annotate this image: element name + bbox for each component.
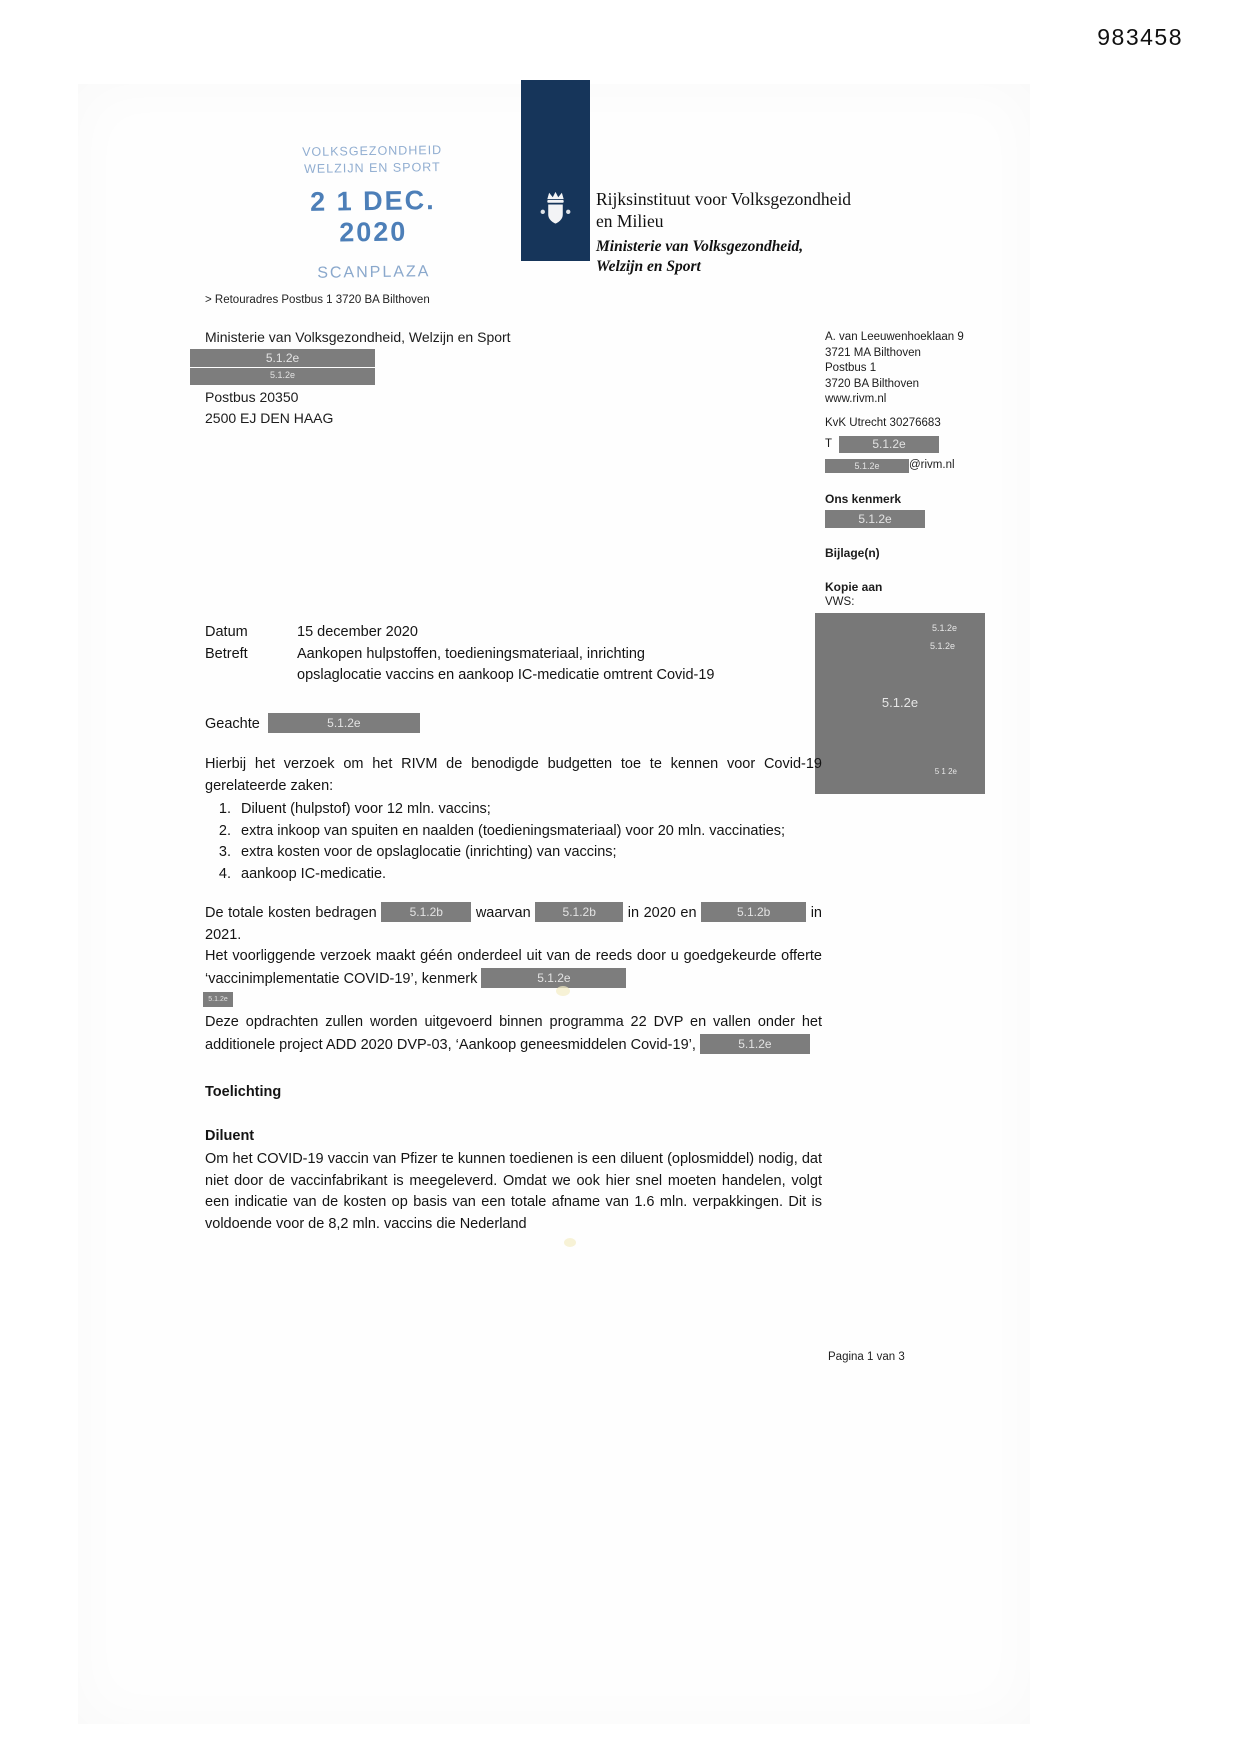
betreft-value: Aankopen hulpstoffen, toedieningsmateriaal, inrichting opslaglocatie vaccins en aankoop IC-medicatie omtrent Covid-19 xyxy=(297,645,715,683)
phone-label: T xyxy=(825,437,833,450)
redaction-bar: 5.1.2e xyxy=(839,436,939,453)
recipient-line: Ministerie van Volksgezondheid, Welzijn en Sport xyxy=(205,329,511,345)
stamp-line: VOLKSGEZONDHEID xyxy=(302,143,443,159)
kvk-number: KvK Utrecht 30276683 xyxy=(825,416,941,429)
rijksoverheid-logo xyxy=(521,80,590,261)
redaction-label: 5.1.2e xyxy=(931,622,957,633)
email-suffix: @rivm.nl xyxy=(909,459,955,471)
stamp-line: WELZIJN EN SPORT xyxy=(303,160,441,176)
salutation-text: Geachte xyxy=(205,715,260,732)
scan-artifact xyxy=(556,986,570,996)
redaction-bar: 5.1.2e xyxy=(190,349,375,367)
redaction-label: 5.1.2e xyxy=(929,640,955,651)
costs-text: De totale kosten bedragen xyxy=(205,905,382,921)
stamp-date: 2 1 DEC. 2020 xyxy=(309,185,436,248)
toelichting-heading: Toelichting xyxy=(205,1084,282,1100)
ministry-line: Welzijn en Sport xyxy=(596,258,701,275)
redaction-bar: 5.1.2e xyxy=(481,968,626,988)
costs-paragraph xyxy=(205,902,822,946)
org-name-line: en Milieu xyxy=(596,211,664,231)
offerte-paragraph xyxy=(205,946,822,990)
costs-text: waarvan xyxy=(471,905,536,921)
redaction-bar: 5.1.2e xyxy=(825,459,909,473)
sender-address-line: 3720 BA Bilthoven xyxy=(825,377,919,390)
letter-body xyxy=(205,622,822,1235)
redaction-bar: 5.1.2e xyxy=(268,713,420,733)
datum-row xyxy=(205,622,822,644)
redaction-bar: 5.1.2e xyxy=(190,368,375,385)
redaction-bar: 5.1.2b xyxy=(381,902,471,922)
datum-value: 15 december 2020 xyxy=(297,624,418,640)
intro-paragraph: Hierbij het verzoek om het RIVM de benodigde budgetten toe te kennen voor Covid-19 gerelateerde zaken: xyxy=(205,756,822,794)
redaction-bar: 5.1.2e xyxy=(825,510,925,528)
diluent-paragraph: Om het COVID-19 vaccin van Pfizer te kunnen toedienen is een diluent (oplosmiddel) nodig, dat niet door de vaccinfabrikant is meegeleverd. Omdat we ook hier snel moeten handelen, volgt een indicatie van de kosten op basis van een totale afname van 1.6 mln. verpakkingen. Dit is voldoende voor de 8,2 mln. vaccins die Nederland xyxy=(205,1151,822,1232)
bijlage-label: Bijlage(n) xyxy=(825,546,880,560)
betreft-label: Betreft xyxy=(205,645,248,662)
organization-title xyxy=(596,188,851,277)
return-address: > Retouradres Postbus 1 3720 BA Bilthoven xyxy=(205,294,430,306)
redaction-bar-small: 5.1.2e xyxy=(203,992,233,1007)
opdrachten-paragraph xyxy=(205,1012,822,1056)
stamp-scanplaza: SCANPLAZA xyxy=(317,263,431,282)
request-list xyxy=(217,799,822,885)
list-item: 3. extra kosten voor de opslaglocatie (inrichting) van vaccins; xyxy=(235,842,822,864)
opdrachten-text: Deze opdrachten zullen worden uitgevoerd binnen programma 22 DVP en vallen onder het additionele project ADD 2020 DVP-03, ‘Aankoop geneesmiddelen Covid-19’, xyxy=(205,1014,822,1053)
intake-stamp xyxy=(292,142,454,283)
redaction-bar: 5.1.2e xyxy=(700,1034,810,1054)
page-number: Pagina 1 van 3 xyxy=(828,1351,905,1363)
list-item: 1. Diluent (hulpstof) voor 12 mln. vaccins; xyxy=(235,799,822,821)
datum-label: Datum xyxy=(205,624,248,640)
redaction-label: 5.1.2e xyxy=(881,694,919,710)
email-row xyxy=(825,458,997,474)
recipient-address-block xyxy=(205,328,511,430)
salutation xyxy=(205,713,822,736)
kopie-aan-label: Kopie aan xyxy=(825,579,883,594)
org-name-line: Rijksinstituut voor Volksgezondheid xyxy=(596,189,852,209)
list-item: 4. aankoop IC-medicatie. xyxy=(235,864,822,886)
recipient-line: Postbus 20350 xyxy=(205,389,299,405)
coat-of-arms-icon xyxy=(537,190,574,230)
redaction-bar: 5.1.2b xyxy=(535,902,623,922)
sender-address-line: Postbus 1 xyxy=(825,362,877,374)
redaction-bar: 5.1.2b xyxy=(701,902,806,922)
phone-row xyxy=(825,436,997,453)
document-number: 983458 xyxy=(1097,24,1183,50)
scan-artifact xyxy=(564,1238,576,1247)
sender-website: www.rivm.nl xyxy=(825,393,887,405)
redaction-block-kopie-aan xyxy=(815,613,985,794)
list-item: 2. extra inkoop van spuiten en naalden (toedieningsmateriaal) voor 20 mln. vaccinaties; xyxy=(235,821,822,843)
sender-address-line: 3721 MA Bilthoven xyxy=(825,346,921,359)
recipient-line: 2500 EJ DEN HAAG xyxy=(205,410,334,426)
diluent-heading: Diluent xyxy=(205,1127,255,1144)
costs-text: in 2020 en xyxy=(623,905,702,921)
kopie-aan-value: VWS: xyxy=(825,596,855,608)
redaction-label: 5 1 2e xyxy=(934,767,957,776)
ministry-line: Ministerie van Volksgezondheid, xyxy=(596,238,804,255)
costs-text: in 2021. xyxy=(205,905,822,943)
sender-address-line: A. van Leeuwenhoeklaan 9 xyxy=(825,331,964,343)
kenmerk-label: Ons kenmerk xyxy=(825,491,902,506)
offerte-text: Het voorliggende verzoek maakt géén onderdeel uit van de reeds door u goedgekeurde offerte ‘vaccinimplementatie COVID-19’, kenmerk xyxy=(205,948,822,987)
letterhead-sidebar xyxy=(825,330,997,794)
betreft-row xyxy=(205,644,822,687)
